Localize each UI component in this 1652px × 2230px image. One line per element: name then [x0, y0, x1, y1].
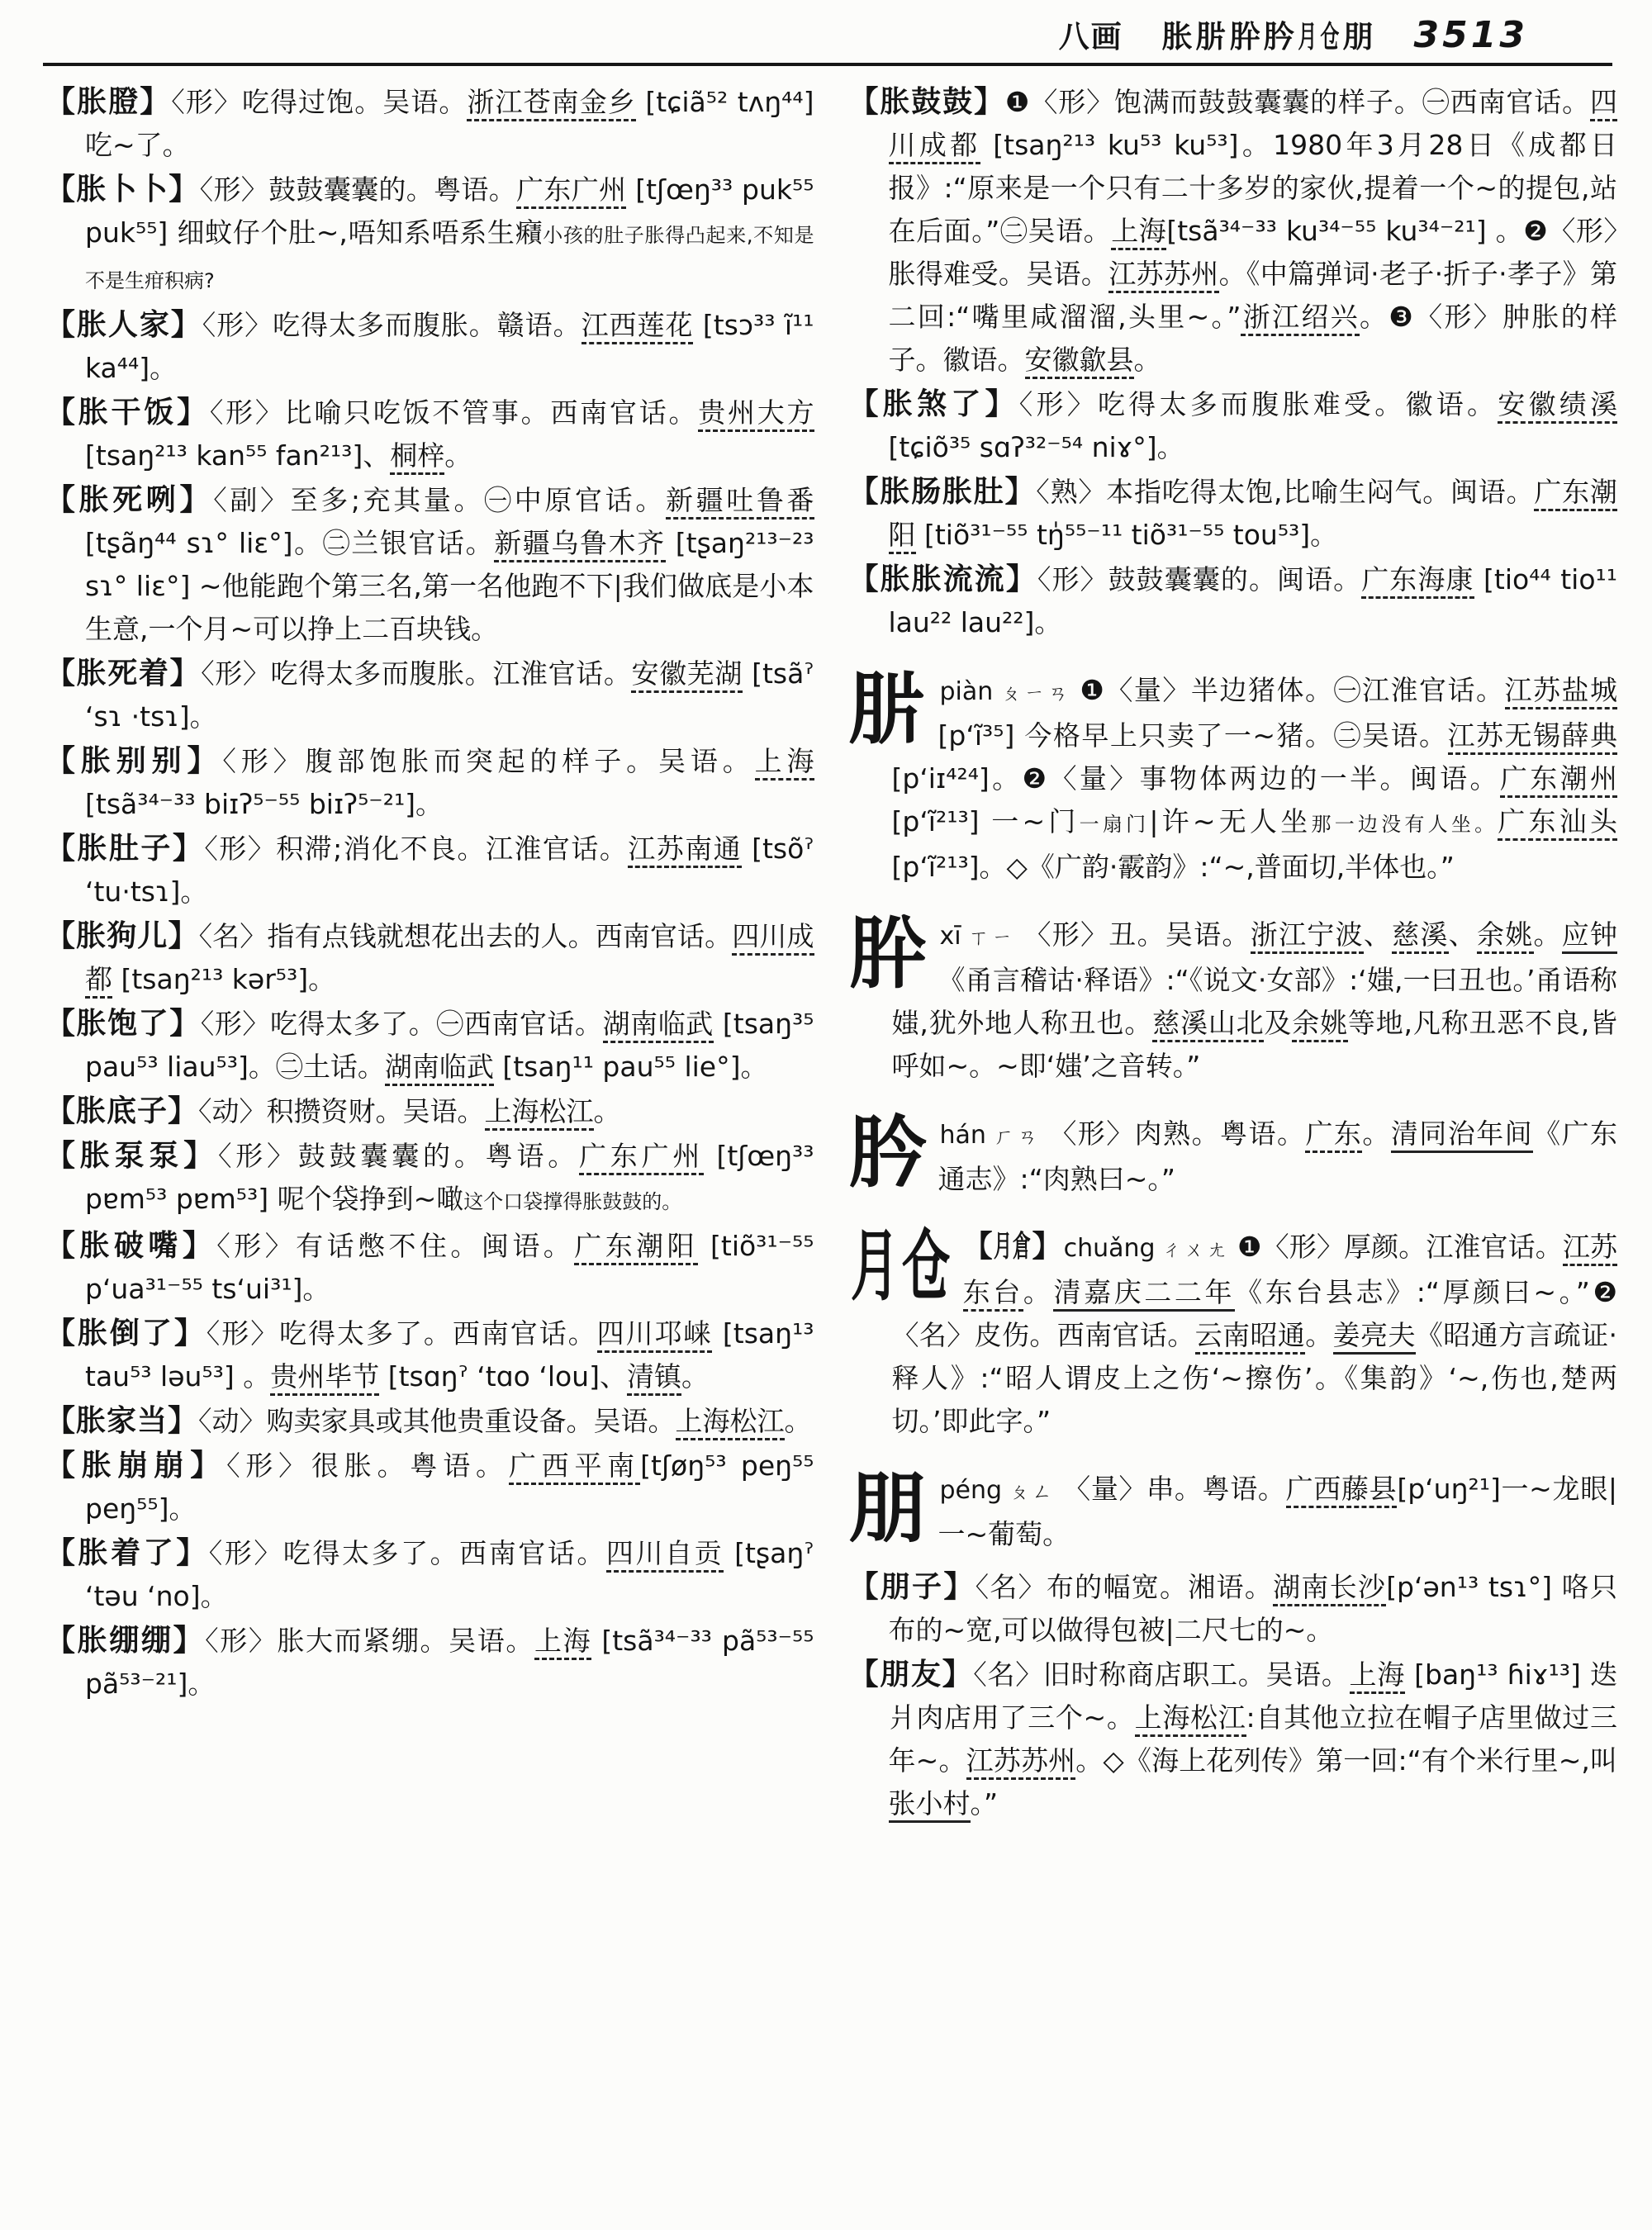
entry-text: ❶〈形〉饱满而鼓鼓囊囊的样子。㊀西南官话。: [1004, 86, 1590, 118]
entry-text: 〈形〉吃得太多而腹胀。江淮官话。: [201, 657, 632, 690]
entry-text: 〈动〉积攒资财。吴语。: [198, 1095, 485, 1127]
entry-headword: 【胀底子】: [45, 1094, 199, 1128]
zhuyin: ㄆㄥ: [1009, 1480, 1056, 1503]
place-or-name: 慈溪: [1392, 918, 1449, 954]
entry-headword: 【朋友】: [848, 1658, 974, 1691]
gloss-small-text: 一扇门: [1079, 813, 1150, 836]
entry-headword: 【胀着了】: [45, 1536, 209, 1570]
entry-text: 。《中篇弹词·老子·折子·孝子》第二回:“嘴里咸溜溜,头里~。”: [888, 258, 1617, 333]
entry-text: [tsaŋ¹¹ pau⁵⁵ lie°]。: [493, 1051, 768, 1083]
zhuyin: ㄔㄨㄤ: [1161, 1238, 1229, 1261]
entry-text: 《昭通方言疏证·释人》:“昭人谓皮上之伤‘~擦伤’。《集韵》‘~,伤也,楚两切。’即此字。”: [891, 1319, 1618, 1437]
left-column: [45, 79, 814, 1827]
entry-text: [pʻiɪ⁴²⁴]。❷〈量〉事物体两边的一半。闽语。: [891, 762, 1500, 795]
gloss-small-text: 这个口袋撑得胀鼓鼓的。: [463, 1190, 682, 1213]
entry-text: 〈形〉吃得太多而腹胀难受。徽语。: [1018, 388, 1498, 420]
headword-character: 䏒: [848, 665, 927, 755]
dictionary-entry: [45, 1135, 814, 1223]
entry-headword: 【胀鼓鼓】: [848, 85, 1005, 119]
entry-text: 〈副〉至多;充其量。㊀中原官话。: [213, 484, 666, 516]
dictionary-entry: [45, 391, 814, 477]
entry-headword: 【胀崩崩】: [45, 1449, 227, 1483]
entry-text: 〈名〉布的幅宽。湘语。: [975, 1571, 1274, 1603]
entry-text: [tʂaŋˀ ʻtəu ʻno]。: [85, 1537, 814, 1612]
entry-text: [tiõ³¹⁻⁵⁵ pʻua³¹⁻⁵⁵ tsʻui³¹]。: [85, 1230, 814, 1305]
gloss-small-text: 那一边没有人坐。: [1311, 813, 1498, 836]
entry-headword: 【胀死咧】: [45, 483, 214, 517]
entry-text: 、: [1448, 918, 1477, 951]
entry-text: 。: [1305, 1319, 1333, 1351]
dictionary-entry: [45, 1312, 814, 1398]
entry-text: [tʃøŋ⁵³ peŋ⁵⁵ peŋ⁵⁵]。: [85, 1450, 814, 1525]
entry-text: 。: [681, 1360, 709, 1393]
entry-text: 。❸〈形〉肿胀的样子。徽语。: [888, 301, 1618, 376]
entry-text: 〈形〉丑。吴语。: [1023, 918, 1251, 951]
entry-text: [tiõ³¹⁻⁵⁵ tŋ̍⁵⁵⁻¹¹ tiõ³¹⁻⁵⁵ tou⁵³]。: [915, 519, 1338, 551]
dictionary-entry: [849, 383, 1618, 469]
entry-headword: 【胀煞了】: [848, 387, 1019, 421]
entry-headword: 【胀肚子】: [45, 832, 205, 866]
headword-character: 月仓: [850, 1222, 950, 1312]
place-or-name: 江苏盐城: [1505, 674, 1618, 709]
place-or-name: 四川自贡: [606, 1537, 724, 1573]
entry-text: [tɕiõ³⁵ sɑʔ³²⁻⁵⁴ niɤ°]。: [888, 431, 1184, 463]
entry-text: 《甬言稽诂·释语》:“《说文·女部》:‘媸,一曰丑也。’甬语称媸,犹外地人称丑也。: [891, 964, 1617, 1039]
entry-text: ❶〈量〉半边猪体。㊀江淮官话。: [1080, 674, 1505, 706]
entry-text: :自其他立拉在帽子店里做过三年~。: [888, 1701, 1618, 1777]
place-or-name: 广西平南: [509, 1450, 640, 1485]
entry-text: [tʂãŋ⁴⁴ sɿ° liɛ°]。㊁兰银官话。: [85, 527, 495, 559]
place-or-name: 广东海康: [1361, 563, 1474, 599]
place-or-name: 上海松江: [1135, 1701, 1246, 1737]
place-or-name: 江苏南通: [628, 833, 742, 868]
place-or-name: 湖南长沙: [1273, 1571, 1386, 1606]
place-or-name: 清嘉庆二二年: [1053, 1276, 1235, 1312]
entry-text: 。: [444, 439, 472, 472]
dictionary-entry: [849, 471, 1618, 557]
character-entry: [848, 1108, 1618, 1201]
dictionary-entry: [45, 1003, 814, 1089]
place-or-name: 广东广州: [579, 1140, 704, 1175]
entry-text: 〈形〉吃得太多而腹胀。赣语。: [202, 309, 582, 341]
headword-character: 肣: [848, 1108, 927, 1198]
entry-headword: 【胀绷绷】: [45, 1624, 206, 1658]
entry-text: 〈形〉积滞;消化不良。江淮官话。: [204, 833, 629, 865]
character-entry: [848, 909, 1618, 1088]
headword-character: 肸: [848, 909, 927, 999]
place-or-name: 上海: [1350, 1658, 1405, 1694]
entry-text: [tsaŋ³⁵ pau⁵³ liau⁵³]。㊁土话。: [85, 1008, 814, 1083]
dictionary-entry: [45, 1090, 814, 1133]
dictionary-entry: [45, 740, 814, 826]
place-or-name: 江苏苏州: [1108, 258, 1218, 293]
entry-text: 〈熟〉本指吃得太饱,比喻生闷气。闽语。: [1036, 476, 1535, 508]
entry-text: [baŋ¹³ ɦiɤ¹³] 迭爿肉店用了三个~。: [888, 1658, 1618, 1734]
entry-text: [tsaŋ²¹³ ku⁵³ ku⁵³]。1980年3月28日《成都日报》:“原来是一个只有二十多岁的家伙,提着一个~的提包,站在后面。”㊁吴语。: [888, 129, 1618, 247]
entry-text: ❶〈形〉厚颜。江淮官话。: [1237, 1231, 1563, 1263]
place-or-name: 张小村: [889, 1787, 971, 1823]
entry-text: [tsõˀ ʻtu·tsɿ]。: [85, 833, 814, 908]
place-or-name: 江苏苏州: [966, 1744, 1076, 1780]
zhuyin: ㄒㄧ: [967, 926, 1016, 949]
place-or-name: 安徽歙县: [1025, 344, 1134, 379]
entry-headword: 【胀家当】: [45, 1404, 199, 1438]
entry-text: [tsã³⁴⁻³³ pã⁵³⁻⁵⁵ pã⁵³⁻²¹]。: [85, 1625, 814, 1700]
entry-headword: 【胀狗儿】: [45, 919, 199, 953]
entry-headword: 【胀泵泵】: [45, 1139, 218, 1173]
dictionary-entry: [849, 558, 1618, 644]
entry-text: [pʻĩ²¹³] 一~门: [891, 805, 1080, 837]
entry-text: 〈形〉比喻只吃饭不管事。西南官话。: [209, 396, 699, 429]
entry-text: [pʻən¹³ tsɿ°] 咯只布的~宽,可以做得包被|二尺七的~。: [888, 1571, 1617, 1646]
entry-headword: 【朋子】: [848, 1570, 976, 1604]
dictionary-entry: [849, 81, 1618, 382]
place-or-name: 贵州毕节: [270, 1360, 379, 1396]
traditional-form: 【月倉】: [962, 1230, 1062, 1264]
page-header: [0, 12, 1528, 56]
entry-text: 。: [784, 1405, 812, 1437]
place-or-name: 广东潮州: [1500, 762, 1617, 798]
section-label: 八画: [1058, 19, 1123, 55]
dictionary-entry: [45, 1532, 814, 1618]
entry-text: 〈形〉鼓鼓囊囊的。粤语。: [217, 1140, 579, 1172]
entry-text: 〈量〉串。粤语。: [1063, 1473, 1286, 1505]
place-or-name: 安徽芜湖: [631, 657, 742, 693]
entry-headword: 【胀饱了】: [45, 1007, 201, 1041]
pinyin: chuǎng: [1063, 1234, 1156, 1263]
place-or-name: 江西莲花: [582, 309, 694, 344]
dictionary-entry: [45, 479, 814, 651]
place-or-name: 余姚: [1477, 918, 1534, 954]
entry-headword: 【胀人家】: [45, 308, 202, 342]
entry-text: 等地,凡称丑恶不良,皆呼如~。~即‘媸’之音转。”: [891, 1007, 1618, 1082]
headword-character: 朋: [848, 1464, 927, 1554]
text-columns: [45, 79, 1617, 1827]
gloss-small-text: 小孩的肚子胀得凸起来,不知是不是生疳积病?: [85, 224, 814, 292]
entry-headword: 【胀卜卜】: [45, 173, 200, 206]
right-column: [849, 79, 1618, 1827]
entry-text: [tsaŋ²¹³ kər⁵³]。: [112, 963, 336, 995]
place-or-name: 四川成都: [85, 920, 814, 999]
place-or-name: 贵州大方: [698, 396, 814, 432]
entry-text: [tʃœŋ³³ puk⁵⁵ puk⁵⁵] 细蚊仔个肚~,唔知系唔系生癪: [85, 173, 814, 249]
entry-headword: 【胀死着】: [45, 657, 202, 690]
pinyin: xī: [939, 922, 961, 951]
entry-headword: 【胀干饭】: [45, 396, 210, 429]
place-or-name: 江苏无锡薛典: [1448, 719, 1618, 755]
entry-text: [tsaŋ²¹³ kan⁵⁵ fan²¹³]、: [85, 439, 391, 472]
header-character-range: 胀䏒肸肣月仓朋: [1161, 19, 1375, 55]
entry-text: 《广东通志》:“肉熟曰~。”: [938, 1117, 1618, 1195]
entry-text: 〈形〉肉熟。粤语。: [1049, 1117, 1306, 1150]
place-or-name: 慈溪山北: [1152, 1007, 1264, 1042]
place-or-name: 四川邛崃: [597, 1317, 713, 1353]
entry-text: 〈形〉吃得太多了。㊀西南官话。: [200, 1008, 603, 1040]
zhuyin: ㄏㄢ: [992, 1125, 1042, 1148]
place-or-name: 清同治年间: [1391, 1117, 1533, 1153]
entry-headword: 【胀胀流流】: [848, 562, 1037, 596]
place-or-name: 浙江绍兴: [1241, 301, 1360, 336]
place-or-name: 广东潮阳: [574, 1230, 698, 1265]
entry-text: 〈形〉吃得太多了。西南官话。: [208, 1537, 606, 1569]
place-or-name: 广东广州: [516, 173, 626, 209]
dictionary-entry: [45, 652, 814, 738]
entry-text: [tʃœŋ³³ pɐm⁵³ pɐm⁵³] 呢个袋挣到~噉: [85, 1140, 814, 1215]
pinyin: piàn: [939, 677, 994, 706]
entry-text: 及: [1264, 1007, 1293, 1039]
entry-headword: 【胀倒了】: [45, 1317, 206, 1350]
entry-text: [pʻuŋ²¹]一~龙眼|一~葡萄。: [938, 1473, 1618, 1550]
entry-text: 〈形〉吃得太多了。西南官话。: [206, 1317, 597, 1350]
page-number: 3513: [1413, 14, 1528, 56]
dictionary-entry: [45, 304, 814, 390]
character-entry: [848, 1464, 1618, 1556]
dictionary-entry: [45, 1620, 814, 1706]
entry-headword: 【胀破嘴】: [45, 1229, 217, 1263]
entry-text: 〈形〉吃得过饱。吴语。: [171, 86, 468, 118]
dictionary-entry: [45, 1225, 814, 1311]
place-or-name: 上海: [1111, 215, 1166, 250]
dictionary-entry: [45, 915, 814, 1001]
entry-text: [tsãˀ ʻsɿ ·tsɿ]。: [85, 657, 814, 733]
place-or-name: 浙江苍南金乡: [467, 86, 635, 121]
entry-headword: 【胀膯】: [45, 85, 172, 119]
entry-text: [tʂaŋ²¹³⁻²³ sɿ° liɛ°] ~他能跑个第三名,第一名他跑不下|我们做底是小本生意,一个月~可以挣上二百块钱。: [85, 527, 814, 645]
entry-text: [tsaŋ¹³ tau⁵³ ləu⁵³] 。: [85, 1317, 814, 1393]
entry-text: [tsã³⁴⁻³³ biɪʔ⁵⁻⁵⁵ biɪʔ⁵⁻²¹]。: [85, 788, 444, 820]
entry-text: 《东台县志》:“厚颜曰~。”❷〈名〉皮伤。西南官话。: [891, 1276, 1618, 1351]
entry-headword: 【胀肠胀肚】: [848, 475, 1037, 509]
place-or-name: 桐梓: [390, 439, 444, 475]
entry-text: 〈形〉胀大而紧绷。吴语。: [205, 1625, 534, 1657]
place-or-name: 广东潮阳: [889, 476, 1617, 554]
place-or-name: 湖南临武: [603, 1008, 714, 1043]
zhuyin: ㄆㄧㄢ: [999, 681, 1072, 705]
dictionary-entry: [849, 1566, 1618, 1652]
place-or-name: 姜亮夫: [1333, 1319, 1416, 1355]
place-or-name: 四川成都: [889, 86, 1617, 164]
dictionary-entry: [45, 1400, 814, 1443]
entry-text: 。: [1533, 918, 1562, 951]
entry-text: 。◇《海上花列传》第一回:“有个米行里~,叫: [1075, 1744, 1618, 1777]
place-or-name: 余姚: [1292, 1007, 1348, 1042]
entry-text: 。: [1023, 1276, 1054, 1308]
character-entry: [849, 1222, 1618, 1443]
place-or-name: 应钟: [1562, 918, 1617, 954]
place-or-name: 湖南临武: [385, 1051, 494, 1086]
entry-text: 。”: [970, 1787, 999, 1820]
entry-text: 、: [1363, 918, 1393, 951]
place-or-name: 云南昭通: [1195, 1319, 1306, 1355]
entry-text: |许~无人坐: [1149, 805, 1312, 837]
place-or-name: 上海松江: [485, 1095, 594, 1131]
dictionary-entry: [45, 168, 814, 302]
entry-headword: 【胀别别】: [45, 744, 223, 778]
place-or-name: 广西藤县: [1286, 1473, 1398, 1508]
entry-text: 〈名〉旧时称商店职工。吴语。: [973, 1658, 1350, 1691]
entry-text: [pʻĩ³⁵] 今格早上只卖了一~猪。㊁吴语。: [938, 719, 1448, 752]
pinyin: hán: [939, 1121, 986, 1150]
entry-text: [tsɑŋˀ ʻtɑo ʻlou]、: [379, 1360, 627, 1393]
entry-text: 〈名〉指有点钱就想花出去的人。西南官话。: [198, 920, 733, 952]
place-or-name: 上海: [755, 745, 814, 780]
entry-text: 。: [1133, 344, 1161, 376]
entry-text: 〈形〉鼓鼓囊囊的。粤语。: [199, 173, 517, 206]
place-or-name: 安徽绩溪: [1498, 388, 1617, 424]
header-rule: [43, 63, 1612, 66]
place-or-name: 江苏东台: [963, 1231, 1617, 1312]
dictionary-entry: [45, 1445, 814, 1530]
place-or-name: 广东汕头: [1498, 805, 1617, 841]
dictionary-entry: [45, 81, 814, 167]
entry-text: 。: [593, 1095, 621, 1127]
entry-text: [tio⁴⁴ tio¹¹ lau²² lau²²]。: [888, 563, 1617, 638]
place-or-name: 上海: [534, 1625, 591, 1660]
place-or-name: 新疆乌鲁木齐: [494, 527, 666, 562]
character-entry: [848, 665, 1618, 889]
place-or-name: 清镇: [627, 1360, 681, 1396]
pinyin: péng: [939, 1476, 1003, 1505]
entry-text: 〈形〉有话憋不住。闽语。: [216, 1230, 575, 1262]
entry-text: [tɕiã⁵² tʌŋ⁴⁴] 吃~了。: [85, 86, 814, 161]
entry-text: [tsã³⁴⁻³³ ku³⁴⁻⁵⁵ ku³⁴⁻²¹] 。❷〈形〉胀得难受。吴语。: [888, 215, 1617, 290]
place-or-name: 广东: [1305, 1117, 1362, 1153]
entry-text: 〈形〉很胀。粤语。: [226, 1450, 509, 1482]
dictionary-entry: [849, 1654, 1618, 1825]
place-or-name: 上海松江: [676, 1405, 785, 1440]
entry-text: 。: [1362, 1117, 1391, 1150]
entry-text: 〈形〉腹部饱胀而突起的样子。吴语。: [222, 745, 755, 777]
place-or-name: 新疆吐鲁番: [666, 484, 814, 520]
place-or-name: 浙江宁波: [1251, 918, 1364, 954]
dictionary-entry: [45, 828, 814, 913]
entry-text: [tsɔ³³ ĩ¹¹ ka⁴⁴]。: [85, 309, 814, 384]
entry-text: 〈形〉鼓鼓囊囊的。闽语。: [1037, 563, 1362, 595]
entry-text: [pʻĩ²¹³]。◇《广韵·霰韵》:“~,普面切,半体也。”: [891, 851, 1455, 883]
entry-text: 〈动〉购卖家具或其他贵重设备。吴语。: [198, 1405, 676, 1437]
